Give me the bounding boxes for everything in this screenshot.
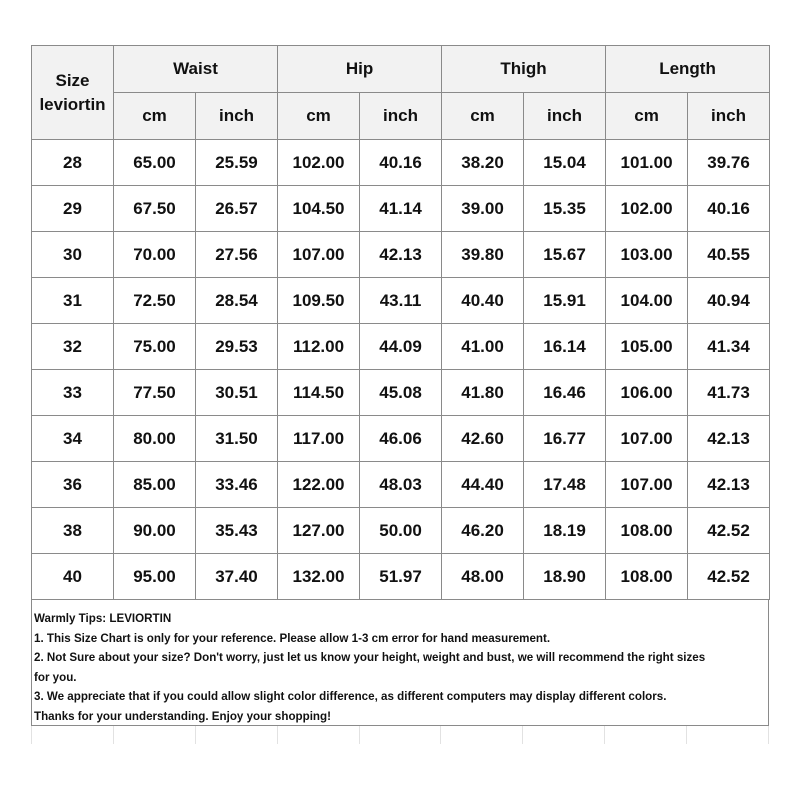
- measurement-cell: 18.19: [524, 508, 606, 554]
- table-row: [32, 508, 770, 554]
- measurement-cell: 65.00: [114, 140, 196, 186]
- size-cell: 32: [32, 324, 114, 370]
- measurement-cell: 50.00: [360, 508, 442, 554]
- table-row: [32, 232, 770, 278]
- measurement-cell: 72.50: [114, 278, 196, 324]
- unit-header: inch: [524, 93, 606, 140]
- measurement-cell: 107.00: [606, 462, 688, 508]
- measurement-cell: 108.00: [606, 508, 688, 554]
- measurement-cell: 127.00: [278, 508, 360, 554]
- tips-line: 3. We appreciate that if you could allow slight color difference, as different computers may display different colors.: [34, 690, 667, 704]
- measurement-cell: 95.00: [114, 554, 196, 600]
- measurement-cell: 67.50: [114, 186, 196, 232]
- measurement-cell: 25.59: [196, 140, 278, 186]
- measurement-cell: 102.00: [278, 140, 360, 186]
- measurement-cell: 28.54: [196, 278, 278, 324]
- hip-header: Hip: [278, 46, 442, 93]
- footer-cell: [604, 726, 686, 744]
- measurement-cell: 42.13: [360, 232, 442, 278]
- tips-line: 1. This Size Chart is only for your reference. Please allow 1-3 cm error for hand measurement.: [34, 631, 551, 645]
- measurement-cell: 117.00: [278, 416, 360, 462]
- measurement-cell: 132.00: [278, 554, 360, 600]
- measurement-cell: 122.00: [278, 462, 360, 508]
- measurement-cell: 40.55: [688, 232, 770, 278]
- measurement-cell: 103.00: [606, 232, 688, 278]
- footer-grid: [31, 726, 769, 744]
- table-row: [32, 370, 770, 416]
- thigh-header: Thigh: [442, 46, 606, 93]
- measurement-cell: 29.53: [196, 324, 278, 370]
- measurement-cell: 40.16: [688, 186, 770, 232]
- measurement-cell: 42.52: [688, 508, 770, 554]
- footer-cell: [31, 726, 113, 744]
- brand-header-label: leviortin: [39, 94, 106, 114]
- measurement-cell: 40.94: [688, 278, 770, 324]
- table-row: [32, 186, 770, 232]
- measurement-cell: 16.14: [524, 324, 606, 370]
- measurement-cell: 31.50: [196, 416, 278, 462]
- size-cell: 33: [32, 370, 114, 416]
- measurement-cell: 85.00: [114, 462, 196, 508]
- size-cell: 40: [32, 554, 114, 600]
- table-row: [32, 554, 770, 600]
- tips-line: Thanks for your understanding. Enjoy your shopping!: [34, 709, 331, 723]
- measurement-cell: 45.08: [360, 370, 442, 416]
- measurement-cell: 107.00: [606, 416, 688, 462]
- measurement-cell: 42.13: [688, 416, 770, 462]
- footer-cell: [440, 726, 522, 744]
- measurement-cell: 70.00: [114, 232, 196, 278]
- size-cell: 36: [32, 462, 114, 508]
- table-row: [32, 278, 770, 324]
- measurement-cell: 17.48: [524, 462, 606, 508]
- tips-line: 2. Not Sure about your size? Don't worry, just let us know your height, weight and bust, we will recommend the right sizes: [34, 651, 706, 665]
- measurement-cell: 114.50: [278, 370, 360, 416]
- measurement-cell: 30.51: [196, 370, 278, 416]
- measurement-cell: 39.80: [442, 232, 524, 278]
- size-header-label: Size: [55, 70, 90, 90]
- waist-header: Waist: [114, 46, 278, 93]
- footer-cell: [686, 726, 769, 744]
- measurement-cell: 27.56: [196, 232, 278, 278]
- measurement-cell: 37.40: [196, 554, 278, 600]
- size-cell: 31: [32, 278, 114, 324]
- measurement-cell: 26.57: [196, 186, 278, 232]
- measurement-cell: 46.06: [360, 416, 442, 462]
- footer-cell: [359, 726, 441, 744]
- size-cell: 28: [32, 140, 114, 186]
- measurement-cell: 46.20: [442, 508, 524, 554]
- table-row: [32, 462, 770, 508]
- measurement-cell: 77.50: [114, 370, 196, 416]
- measurement-cell: 18.90: [524, 554, 606, 600]
- measurement-cell: 15.04: [524, 140, 606, 186]
- measurement-cell: 104.00: [606, 278, 688, 324]
- measurement-cell: 16.46: [524, 370, 606, 416]
- footer-cell: [113, 726, 195, 744]
- table-row: [32, 324, 770, 370]
- measurement-cell: 33.46: [196, 462, 278, 508]
- measurement-cell: 40.16: [360, 140, 442, 186]
- length-header: Length: [606, 46, 770, 93]
- measurement-cell: 38.20: [442, 140, 524, 186]
- measurement-cell: 112.00: [278, 324, 360, 370]
- measurement-cell: 44.40: [442, 462, 524, 508]
- measurement-cell: 101.00: [606, 140, 688, 186]
- unit-header: cm: [606, 93, 688, 140]
- measurement-cell: 40.40: [442, 278, 524, 324]
- measurement-cell: 44.09: [360, 324, 442, 370]
- size-cell: 29: [32, 186, 114, 232]
- size-chart: [31, 45, 769, 744]
- measurement-cell: 48.03: [360, 462, 442, 508]
- measurement-cell: 42.13: [688, 462, 770, 508]
- unit-header: inch: [196, 93, 278, 140]
- measurement-cell: 106.00: [606, 370, 688, 416]
- footer-cell: [522, 726, 604, 744]
- measurement-cell: 102.00: [606, 186, 688, 232]
- tips-line: for you.: [34, 670, 77, 684]
- measurement-cell: 39.76: [688, 140, 770, 186]
- size-table: [31, 45, 770, 600]
- measurement-cell: 43.11: [360, 278, 442, 324]
- measurement-cell: 41.73: [688, 370, 770, 416]
- measurement-cell: 41.80: [442, 370, 524, 416]
- size-cell: 30: [32, 232, 114, 278]
- table-row: [32, 140, 770, 186]
- measurement-cell: 105.00: [606, 324, 688, 370]
- measurement-cell: 51.97: [360, 554, 442, 600]
- unit-header: cm: [278, 93, 360, 140]
- measurement-cell: 109.50: [278, 278, 360, 324]
- measurement-cell: 16.77: [524, 416, 606, 462]
- unit-header: cm: [442, 93, 524, 140]
- measurement-cell: 15.35: [524, 186, 606, 232]
- table-body: [32, 140, 770, 600]
- tips-line: Warmly Tips: LEVIORTIN: [34, 612, 172, 625]
- measurement-cell: 104.50: [278, 186, 360, 232]
- warm-tips: [31, 600, 769, 726]
- measurement-cell: 108.00: [606, 554, 688, 600]
- size-cell: 38: [32, 508, 114, 554]
- unit-header: cm: [114, 93, 196, 140]
- size-cell: 34: [32, 416, 114, 462]
- measurement-cell: 107.00: [278, 232, 360, 278]
- measurement-cell: 42.60: [442, 416, 524, 462]
- footer-cell: [195, 726, 277, 744]
- measurement-cell: 41.14: [360, 186, 442, 232]
- measurement-cell: 48.00: [442, 554, 524, 600]
- table-row: [32, 416, 770, 462]
- unit-header: inch: [360, 93, 442, 140]
- size-header: [32, 46, 114, 140]
- measurement-cell: 39.00: [442, 186, 524, 232]
- measurement-cell: 42.52: [688, 554, 770, 600]
- unit-header: inch: [688, 93, 770, 140]
- footer-cell: [277, 726, 359, 744]
- measurement-cell: 80.00: [114, 416, 196, 462]
- measurement-cell: 15.67: [524, 232, 606, 278]
- measurement-cell: 41.34: [688, 324, 770, 370]
- measurement-cell: 75.00: [114, 324, 196, 370]
- measurement-cell: 90.00: [114, 508, 196, 554]
- measurement-cell: 41.00: [442, 324, 524, 370]
- measurement-cell: 35.43: [196, 508, 278, 554]
- measurement-cell: 15.91: [524, 278, 606, 324]
